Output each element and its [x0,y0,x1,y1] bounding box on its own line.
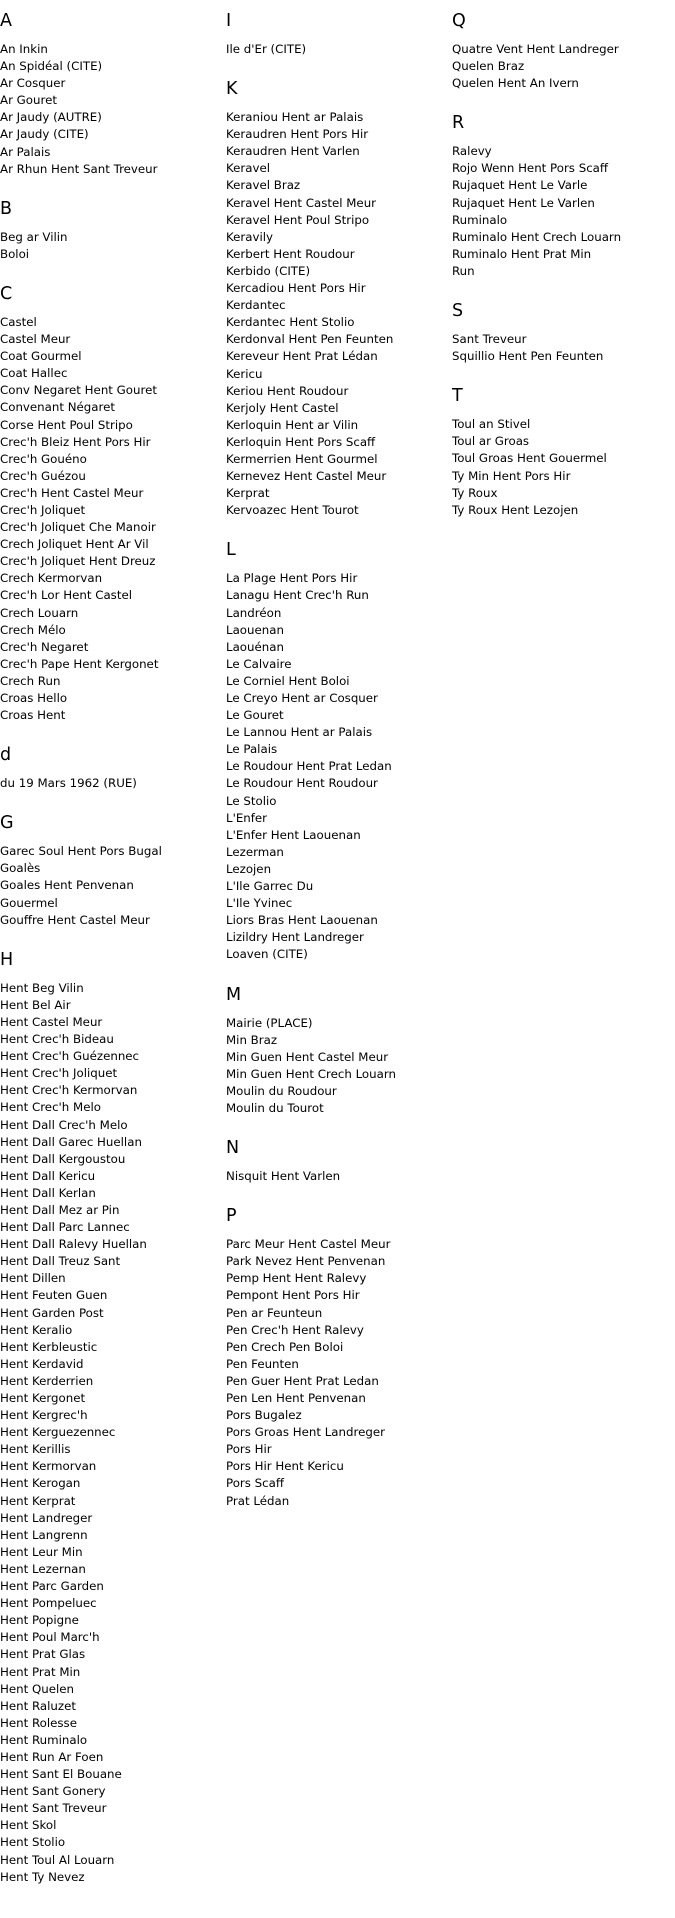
street-link[interactable]: Crech Louarn [0,605,79,620]
street-link[interactable]: Min Guen Hent Crech Louarn [226,1066,396,1081]
street-link[interactable]: Ty Roux [452,485,498,500]
letter-heading: M [226,984,242,1005]
street-link[interactable]: Keraudren Hent Pors Hir [226,127,369,142]
street-link[interactable]: Quelen Braz [452,59,525,74]
street-link[interactable]: Ar Cosquer [0,76,66,91]
street-link[interactable]: Ralevy [452,144,492,159]
street-link[interactable]: Hent Dall Mez ar Pin [0,1202,120,1217]
street-link[interactable]: Crech Joliquet Hent Ar Vil [0,537,149,552]
street-link[interactable]: Hent Feuten Guen [0,1288,108,1303]
street-list [226,1168,451,1185]
street-link[interactable]: Keriou Hent Roudour [226,383,349,398]
street-link[interactable]: Crec'h Guézou [0,468,86,483]
street-link[interactable]: Toul ar Groas [452,434,530,449]
letter-heading: R [452,113,465,134]
letter-heading: N [226,1138,240,1159]
street-link[interactable]: Run [452,263,475,278]
street-link[interactable]: Kerloquin Hent Pors Scaff [226,434,376,449]
letter-group-g [0,814,225,928]
street-list [0,314,225,724]
street-link[interactable]: Keraudren Hent Varlen [226,144,360,159]
street-link[interactable]: Coat Hallec [0,366,68,381]
street-link[interactable]: Min Guen Hent Castel Meur [226,1049,389,1064]
street-link[interactable]: Pors Hir Hent Kericu [226,1459,344,1474]
street-link[interactable]: Hent Crec'h Joliquet [0,1066,118,1081]
street-link[interactable]: Hent Sant El Bouane [0,1767,122,1782]
street-link[interactable]: Prat Lédan [226,1493,290,1508]
letter-heading: K [226,79,238,100]
letter-heading: P [226,1206,237,1227]
street-link[interactable]: Hent Ruminalo [0,1732,88,1747]
street-link[interactable]: Hent Parc Garden [0,1579,104,1594]
street-link[interactable]: Rujaquet Hent Le Varlen [452,195,595,210]
street-link[interactable]: Hent Leur Min [0,1544,83,1559]
street-link[interactable]: An Spidéal (CITE) [0,59,103,74]
letter-heading: L [226,540,236,561]
street-link[interactable]: Crec'h Joliquet Che Manoir [0,520,156,535]
street-link[interactable]: Laouénan [226,639,284,654]
street-list [452,416,675,519]
street-link[interactable]: Min Braz [226,1032,278,1047]
street-link[interactable]: Hent Dillen [0,1271,66,1286]
street-link[interactable]: Beg ar Vilin [0,229,68,244]
street-link[interactable]: Crec'h Pape Hent Kergonet [0,656,159,671]
letter-group-h [0,951,225,1886]
street-link[interactable]: Hent Run Ar Foen [0,1749,104,1764]
street-link[interactable]: du 19 Mars 1962 (RUE) [0,776,137,791]
letter-group-m [226,986,451,1118]
street-link[interactable]: Moulin du Roudour [226,1083,337,1098]
street-link[interactable]: Pors Bugalez [226,1408,302,1423]
street-link[interactable]: Ar Gouret [0,93,57,108]
street-link[interactable]: Le Roudour Hent Prat Ledan [226,759,392,774]
street-link[interactable]: Lezojen [226,861,272,876]
street-link[interactable]: Ar Jaudy (AUTRE) [0,110,102,125]
street-link[interactable]: Le Corniel Hent Boloi [226,673,350,688]
street-link[interactable]: Crech Kermorvan [0,571,103,586]
street-link[interactable]: Hent Crec'h Melo [0,1100,101,1115]
letter-heading: T [452,386,463,407]
letter-group-d [0,746,225,792]
letter-group-n [226,1139,451,1185]
street-list [226,570,451,963]
street-link[interactable]: Ruminalo [452,212,508,227]
street-link[interactable]: Hent Dall Ralevy Huellan [0,1237,147,1252]
street-link[interactable]: Keravel [226,161,271,176]
street-link[interactable]: Hent Castel Meur [0,1014,103,1029]
street-link[interactable]: Le Lannou Hent ar Palais [226,725,373,740]
street-link[interactable]: Keravel Hent Poul Stripo [226,212,370,227]
street-link[interactable]: Hent Raluzet [0,1698,76,1713]
street-link[interactable]: Crec'h Negaret [0,639,89,654]
street-link[interactable]: Ar Jaudy (CITE) [0,127,89,142]
street-link[interactable]: Coat Gourmel [0,349,82,364]
street-link[interactable]: Hent Sant Gonery [0,1784,106,1799]
street-link[interactable]: Hent Kerguezennec [0,1425,116,1440]
street-link[interactable]: Hent Kerbleustic [0,1339,98,1354]
letter-group-i [226,12,451,58]
street-link[interactable]: Goales Hent Penvenan [0,878,134,893]
street-link[interactable]: Hent Stolio [0,1835,66,1850]
street-link[interactable]: Hent Lezernan [0,1561,86,1576]
street-link[interactable]: Goalès [0,861,41,876]
street-link[interactable]: Crec'h Gouéno [0,451,87,466]
street-list [452,331,675,365]
street-link[interactable]: Loaven (CITE) [226,947,308,962]
street-link[interactable]: Crech Mélo [0,622,66,637]
street-link[interactable]: Nisquit Hent Varlen [226,1169,341,1184]
street-link[interactable]: Sant Treveur [452,332,527,347]
street-link[interactable]: Hent Kermorvan [0,1459,97,1474]
street-link[interactable]: Kericu [226,366,263,381]
street-link[interactable]: Crec'h Joliquet Hent Dreuz [0,554,156,569]
street-link[interactable]: Crec'h Lor Hent Castel [0,588,132,603]
street-link[interactable]: Hent Dall Crec'h Melo [0,1117,128,1132]
street-list [226,1015,451,1118]
street-link[interactable]: Keraniou Hent ar Palais [226,110,364,125]
street-link[interactable]: Pen Guer Hent Prat Ledan [226,1373,379,1388]
street-link[interactable]: Lizildry Hent Landreger [226,930,364,945]
street-link[interactable]: Moulin du Tourot [226,1100,324,1115]
street-link[interactable]: Laouenan [226,622,284,637]
street-list [226,41,451,58]
street-link[interactable]: Gouffre Hent Castel Meur [0,912,150,927]
street-link[interactable]: Hent Kerillis [0,1442,71,1457]
street-link[interactable]: Hent Dall Parc Lannec [0,1220,130,1235]
street-link[interactable]: Kermerrien Hent Gourmel [226,451,378,466]
street-link[interactable]: Quelen Hent An Ivern [452,76,579,91]
letter-heading: I [226,11,232,31]
letter-group-s [452,302,675,365]
street-link[interactable]: Hent Crec'h Kermorvan [0,1083,138,1098]
street-link[interactable]: Kerbido (CITE) [226,263,311,278]
street-link[interactable]: Hent Keralio [0,1322,73,1337]
letter-group-b [0,200,225,263]
street-link[interactable]: Crec'h Bleiz Hent Pors Hir [0,434,151,449]
street-link[interactable]: Le Stolio [226,793,277,808]
street-link[interactable]: Hent Kerderrien [0,1373,94,1388]
street-link[interactable]: Croas Hello [0,691,68,705]
street-link[interactable]: Toul Groas Hent Gouermel [452,451,607,466]
street-link[interactable]: Hent Ty Nevez [0,1869,85,1884]
street-link[interactable]: Lanagu Hent Crec'h Run [226,588,369,603]
street-link[interactable]: Kerdonval Hent Pen Feunten [226,332,394,347]
street-link[interactable]: Castel Meur [0,332,71,347]
street-link[interactable]: Hent Pompeluec [0,1596,97,1611]
street-list [0,980,225,1886]
street-link[interactable]: Hent Dall Kerlan [0,1185,96,1200]
street-link[interactable]: Hent Landreger [0,1510,93,1525]
street-link[interactable]: Hent Toul Al Louarn [0,1852,115,1867]
letter-heading: d [0,745,12,766]
street-list [0,843,225,928]
street-link[interactable]: Hent Quelen [0,1681,75,1696]
street-link[interactable]: Landréon [226,605,282,620]
street-link[interactable]: Hent Beg Vilin [0,980,84,995]
street-link[interactable]: Keravel Braz [226,178,301,193]
letter-heading: H [0,949,14,970]
street-link[interactable]: Crec'h Hent Castel Meur [0,485,144,500]
street-link[interactable]: Ty Min Hent Pors Hir [452,468,571,483]
street-link[interactable]: Ar Rhun Hent Sant Treveur [0,161,158,176]
street-link[interactable]: Hent Kergonet [0,1391,86,1405]
street-link[interactable]: Kerloquin Hent ar Vilin [226,417,359,432]
index-column-3 [452,0,675,541]
street-link[interactable]: L'Enfer [226,810,268,825]
index-column-2 [226,0,451,1532]
street-link[interactable]: Squillio Hent Pen Feunten [452,349,604,364]
street-link[interactable]: Le Palais [226,742,278,757]
street-link[interactable]: Lezerman [226,844,284,859]
street-link[interactable]: Hent Popigne [0,1613,79,1628]
street-link[interactable]: Hent Prat Glas [0,1647,86,1662]
street-link[interactable]: Ty Roux Hent Lezojen [452,502,579,517]
street-list [0,775,225,792]
street-link[interactable]: Hent Garden Post [0,1305,104,1320]
street-link[interactable]: Pors Hir [226,1442,272,1457]
street-link[interactable]: Keravily [226,229,274,244]
letter-group-p [226,1207,451,1510]
letter-group-t [452,387,675,519]
letter-group-l [226,541,451,963]
street-link[interactable]: Keravel Hent Castel Meur [226,195,377,210]
street-link[interactable]: Garec Soul Hent Pors Bugal [0,844,162,859]
street-link[interactable]: Kerjoly Hent Castel [226,400,339,415]
street-link[interactable]: Corse Hent Poul Stripo [0,417,133,432]
street-link[interactable]: Conv Negaret Hent Gouret [0,383,157,398]
street-list [452,41,675,92]
street-link[interactable]: L'Ile Garrec Du [226,879,314,894]
letter-group-q [452,12,675,92]
street-link[interactable]: Hent Crec'h Bideau [0,1032,114,1047]
street-link[interactable]: An Inkin [0,42,48,56]
street-link[interactable]: Ruminalo Hent Prat Min [452,246,592,261]
street-list [226,109,451,519]
street-link[interactable]: Rujaquet Hent Le Varle [452,178,588,193]
letter-group-a [0,12,225,178]
street-link[interactable]: Hent Skol [0,1818,57,1833]
street-link[interactable]: Hent Bel Air [0,997,71,1012]
street-link[interactable]: Pemp Hent Hent Ralevy [226,1271,367,1286]
street-link[interactable]: Castel [0,314,37,329]
street-link[interactable]: Gouermel [0,895,58,910]
street-link[interactable]: Park Nevez Hent Penvenan [226,1254,386,1269]
street-link[interactable]: Hent Prat Min [0,1664,81,1679]
letter-heading: C [0,283,13,304]
letter-heading: B [0,198,13,219]
street-link[interactable]: Crech Run [0,673,61,688]
street-link[interactable]: Pen Crech Pen Boloi [226,1339,344,1354]
street-link[interactable]: Hent Kerogan [0,1476,81,1491]
street-link[interactable]: Kercadiou Hent Pors Hir [226,281,366,296]
street-link[interactable]: Kereveur Hent Prat Lédan [226,349,378,364]
street-link[interactable]: Hent Rolesse [0,1715,77,1730]
street-link[interactable]: Pen Len Hent Penvenan [226,1391,366,1405]
street-link[interactable]: Hent Kergrec'h [0,1408,88,1423]
street-link[interactable]: Le Calvaire [226,656,292,671]
street-link[interactable]: Kerdantec [226,298,286,313]
street-link[interactable]: Crec'h Joliquet [0,502,86,517]
street-link[interactable]: Kerprat [226,486,270,501]
street-link[interactable]: Hent Crec'h Guézennec [0,1049,140,1064]
street-list [0,229,225,263]
street-link[interactable]: Toul an Stivel [452,417,531,432]
street-link[interactable]: Ar Palais [0,144,51,159]
street-link[interactable]: Pen Crec'h Hent Ralevy [226,1322,364,1337]
street-link[interactable]: Croas Hent [0,708,66,723]
letter-heading: A [0,11,12,31]
street-link[interactable]: Hent Poul Marc'h [0,1630,100,1645]
street-link[interactable]: Pen ar Feunteun [226,1305,323,1320]
street-link[interactable]: Pen Feunten [226,1356,299,1371]
street-link[interactable]: Parc Meur Hent Castel Meur [226,1237,391,1252]
street-link[interactable]: Hent Langrenn [0,1527,88,1542]
street-link[interactable]: Mairie (PLACE) [226,1015,313,1030]
street-link[interactable]: Kerbert Hent Roudour [226,246,355,261]
letter-heading: G [0,813,14,834]
letter-heading: S [452,301,464,322]
street-link[interactable]: Kernevez Hent Castel Meur [226,469,387,484]
street-link[interactable]: Pempont Hent Pors Hir [226,1288,360,1303]
street-link[interactable]: Le Roudour Hent Roudour [226,776,378,791]
street-link[interactable]: L'Ile Yvinec [226,896,293,911]
street-link[interactable]: Le Creyo Hent ar Cosquer [226,691,378,705]
letter-heading: Q [452,11,466,31]
street-link[interactable]: Pors Groas Hent Landreger [226,1425,385,1440]
street-link[interactable]: Hent Dall Kericu [0,1168,96,1183]
street-link[interactable]: Le Gouret [226,708,284,723]
street-link[interactable]: Hent Sant Treveur [0,1801,107,1816]
street-link[interactable]: Boloi [0,246,30,261]
street-link[interactable]: Pors Scaff [226,1476,284,1491]
letter-group-r [452,114,675,280]
street-link[interactable]: Hent Dall Kergoustou [0,1151,126,1166]
letter-group-k [226,80,451,519]
street-list [452,143,675,280]
index-column-1 [0,0,225,1908]
street-link[interactable]: Kerdantec Hent Stolio [226,315,355,330]
letter-group-c [0,285,225,724]
street-link[interactable]: La Plage Hent Pors Hir [226,571,358,586]
street-list [0,41,225,178]
street-link[interactable]: Liors Bras Hent Laouenan [226,913,378,928]
street-link[interactable]: Hent Kerprat [0,1493,76,1508]
street-link[interactable]: Hent Dall Garec Huellan [0,1134,142,1149]
street-link[interactable]: Hent Kerdavid [0,1356,84,1371]
street-link[interactable]: Quatre Vent Hent Landreger [452,42,619,56]
street-link[interactable]: Ruminalo Hent Crech Louarn [452,229,622,244]
street-link[interactable]: L'Enfer Hent Laouenan [226,827,361,842]
street-link[interactable]: Hent Dall Treuz Sant [0,1254,121,1269]
street-link[interactable]: Ile d'Er (CITE) [226,42,307,56]
street-link[interactable]: Rojo Wenn Hent Pors Scaff [452,161,609,176]
street-link[interactable]: Convenant Négaret [0,400,116,415]
street-list [226,1236,451,1510]
street-link[interactable]: Kervoazec Hent Tourot [226,503,359,518]
